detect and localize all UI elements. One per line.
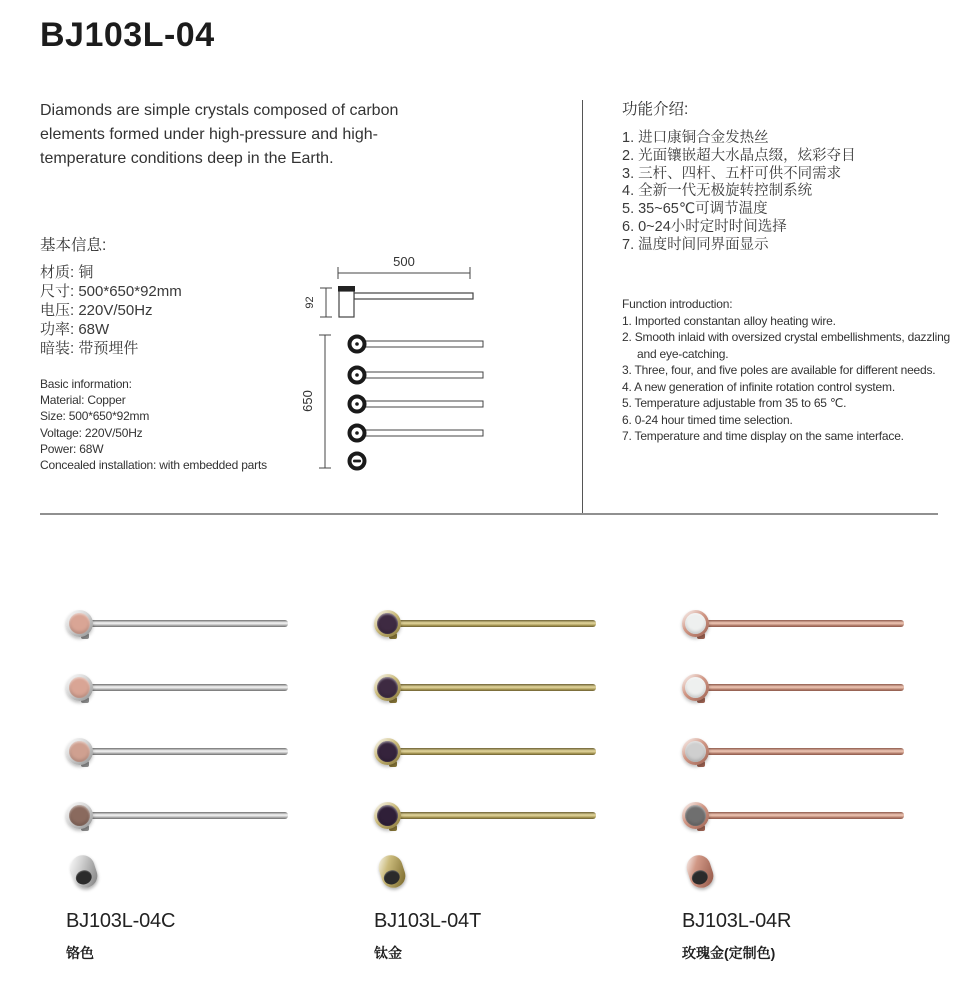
bar-rod — [90, 684, 288, 691]
spec-power-en: Power: 68W — [40, 441, 104, 456]
function-item-zh: 7. 温度时间同界面显示 — [622, 236, 769, 253]
product-model-label: BJ103L-04R — [682, 910, 792, 932]
crystal-knob-face — [685, 805, 706, 826]
crystal-knob-face — [377, 805, 398, 826]
crystal-knob — [66, 674, 93, 701]
function-item-en: 5. Temperature adjustable from 35 to 65 ℃. — [622, 396, 847, 410]
spec-install-zh: 暗装: 带预埋件 — [40, 340, 139, 357]
crystal-knob — [374, 674, 401, 701]
crystal-knob — [66, 738, 93, 765]
product-model-label: BJ103L-04T — [374, 910, 481, 932]
crystal-knob-face — [377, 741, 398, 762]
product-column — [682, 605, 937, 980]
product-finish-label: 铬色 — [66, 945, 94, 961]
towel-bar — [66, 738, 306, 765]
crystal-knob-face — [69, 677, 90, 698]
spec-size-en: Size: 500*650*92mm — [40, 409, 150, 424]
crystal-knob-face — [377, 677, 398, 698]
basic-info-heading: 基本信息: — [40, 237, 107, 254]
crystal-knob — [374, 738, 401, 765]
towel-bar — [66, 674, 306, 701]
crystal-knob-face — [69, 805, 90, 826]
crystal-knob — [374, 610, 401, 637]
crystal-knob-face — [377, 613, 398, 634]
crystal-knob-face — [69, 741, 90, 762]
function-item-en: 3. Three, four, and five poles are available for different needs. — [622, 363, 936, 377]
function-item-en: 1. Imported constantan alloy heating wire. — [622, 313, 836, 328]
bar-rod — [398, 812, 596, 819]
function-list-zh — [622, 130, 942, 255]
towel-bar — [66, 802, 306, 829]
crystal-knob-face — [685, 613, 706, 634]
product-model-label: BJ103L-04C — [66, 910, 176, 932]
depth-dimension-label: 92 — [304, 296, 316, 309]
bar-rod — [90, 620, 288, 627]
towel-bar — [682, 610, 922, 637]
basic-info-list-en — [40, 376, 267, 473]
bar-rod — [706, 748, 904, 755]
bar-rod — [90, 748, 288, 755]
spec-power-zh: 功率: 68W — [40, 321, 110, 338]
control-knob-face — [74, 868, 94, 886]
crystal-knob — [374, 802, 401, 829]
crystal-knob-face — [685, 741, 706, 762]
function-item-zh: 1. 进口康铜合金发热丝 — [622, 130, 769, 146]
towel-bar — [374, 610, 614, 637]
control-knob — [683, 852, 716, 891]
crystal-knob — [682, 610, 709, 637]
control-knob — [375, 852, 408, 891]
page-title: BJ103L-04 — [40, 16, 215, 54]
spec-material-en: Material: Copper — [40, 393, 126, 408]
towel-bar — [682, 802, 922, 829]
bar-rod — [398, 748, 596, 755]
product-column — [374, 605, 629, 980]
basic-info-list-zh — [40, 263, 182, 358]
intro-paragraph: Diamonds are simple crystals composed of carbon elements formed under high-pressure and high-temperature conditions deep in the Earth. — [40, 102, 399, 167]
function-item-en: 7. Temperature and time display on the same interface. — [622, 429, 904, 443]
towel-bar — [66, 610, 306, 637]
spec-size-zh: 尺寸: 500*650*92mm — [40, 283, 182, 300]
towel-bar — [374, 674, 614, 701]
function-intro-heading-en: Function introduction: — [622, 297, 733, 311]
product-column — [66, 605, 321, 980]
towel-bar — [682, 674, 922, 701]
function-item-en: 6. 0-24 hour timed time selection. — [622, 412, 793, 427]
bar-rod — [90, 812, 288, 819]
vertical-divider — [582, 100, 583, 514]
crystal-knob — [682, 802, 709, 829]
bar-rod — [706, 812, 904, 819]
function-intro-heading: 功能介绍: — [622, 101, 689, 118]
function-list-en — [622, 296, 957, 445]
bar-rod — [706, 684, 904, 691]
horizontal-divider — [40, 513, 938, 515]
towel-bar — [374, 738, 614, 765]
function-item-zh: 3. 三杆、四杆、五杆可供不同需求 — [622, 165, 842, 182]
function-item-zh: 4. 全新一代无极旋转控制系统 — [622, 183, 813, 200]
towel-bar — [374, 802, 614, 829]
crystal-knob — [682, 738, 709, 765]
width-dimension-label: 500 — [393, 254, 415, 269]
height-dimension-label: 650 — [300, 390, 315, 412]
basic-info-heading-en: Basic information: — [40, 377, 132, 391]
towel-bar — [682, 738, 922, 765]
crystal-knob-face — [685, 677, 706, 698]
control-knob-face — [690, 868, 710, 886]
crystal-knob — [66, 802, 93, 829]
product-finish-label: 玫瑰金(定制色) — [682, 945, 776, 961]
control-knob-face — [382, 868, 402, 886]
spec-install-en: Concealed installation: with embedded parts — [40, 458, 267, 473]
bar-rod — [398, 684, 596, 691]
spec-voltage-zh: 电压: 220V/50Hz — [40, 302, 153, 319]
bar-rod — [398, 620, 596, 627]
function-item-zh: 2. 光面镶嵌超大水晶点缀，炫彩夺目 — [622, 147, 856, 164]
spec-voltage-en: Voltage: 220V/50Hz — [40, 425, 143, 440]
crystal-knob-face — [69, 613, 90, 634]
function-item-en: 2. Smooth inlaid with oversized crystal embellishments, dazzling and eye-catching. — [622, 330, 951, 361]
function-item-en: 4. A new generation of infinite rotation control system. — [622, 379, 895, 394]
product-finish-label: 钛金 — [374, 945, 402, 961]
function-item-zh: 6. 0~24小时定时时间选择 — [622, 218, 787, 235]
bar-rod — [706, 620, 904, 627]
spec-material-zh: 材质: 铜 — [40, 264, 94, 281]
crystal-knob — [682, 674, 709, 701]
dimension-drawing — [300, 248, 500, 488]
function-item-zh: 5. 35~65℃可调节温度 — [622, 201, 768, 218]
control-knob — [67, 852, 100, 891]
crystal-knob — [66, 610, 93, 637]
